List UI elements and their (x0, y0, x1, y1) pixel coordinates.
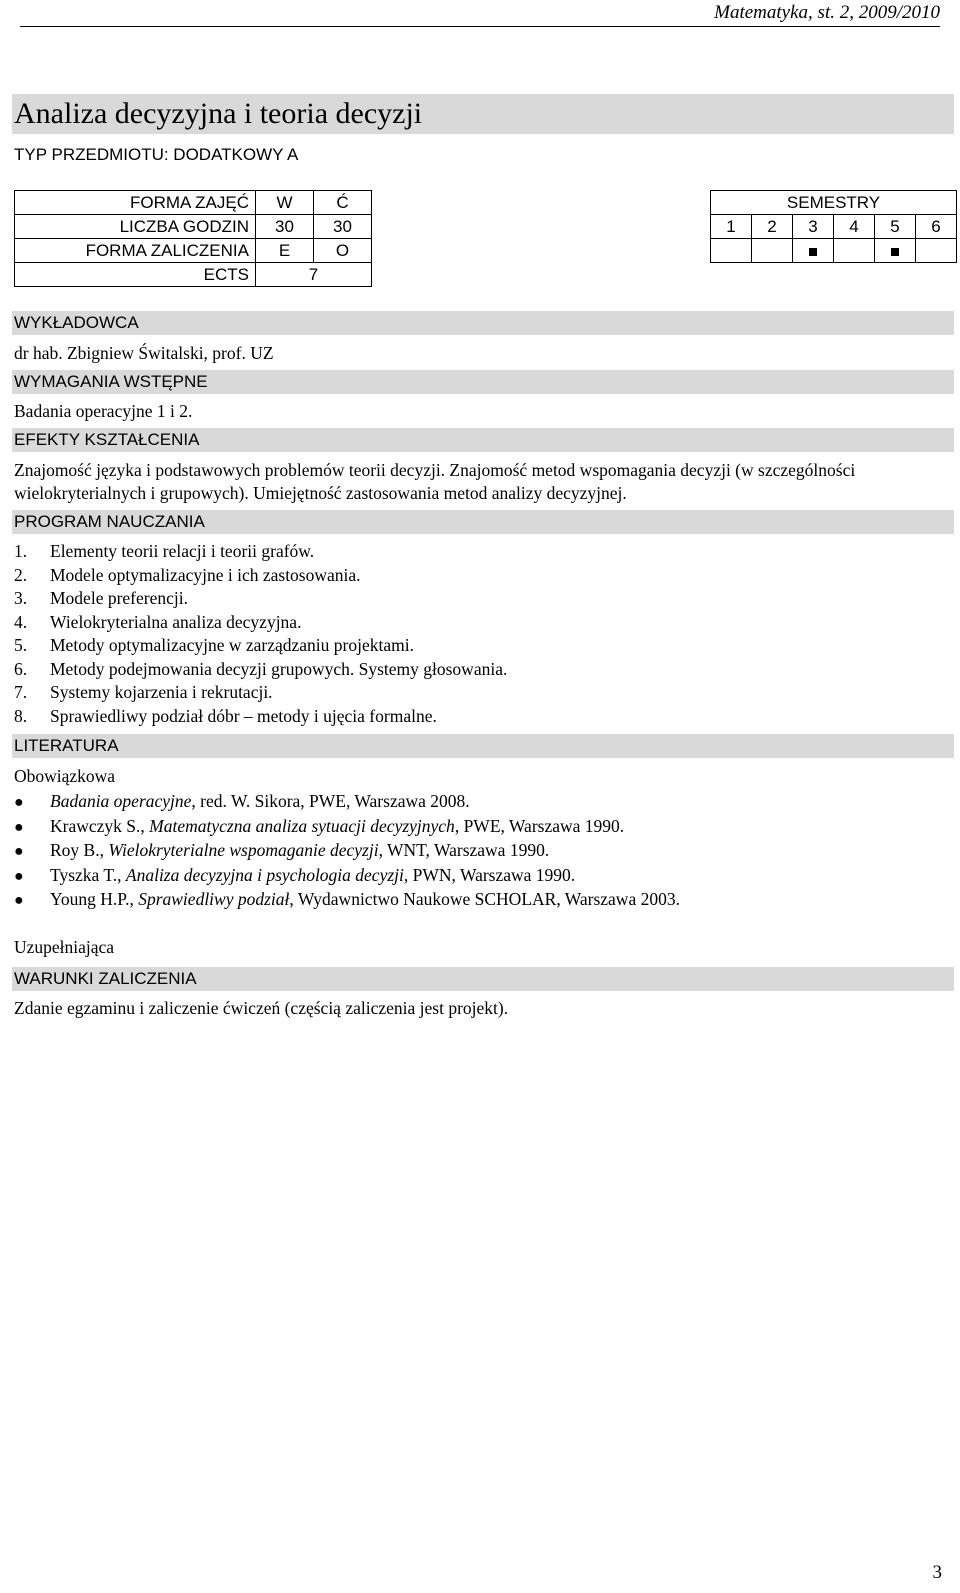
bullet-icon: ● (14, 818, 24, 836)
semester-marker-cell (793, 239, 834, 263)
item-number: 1. (14, 541, 28, 561)
outcomes-text: Znajomość języka i podstawowych problemów teorii decyzji. Znajomość metod wspomagania decyzji (w szczególności wielokryterialnych i grupowych). Umiejętność zastosowania metod analizy decyzyjnej. (14, 460, 856, 503)
item-number: 7. (14, 682, 28, 702)
program-item (14, 634, 507, 658)
semester-marker-cell (834, 239, 875, 263)
item-number: 4. (14, 611, 28, 632)
lit-title: Sprawiedliwy podział (138, 889, 290, 909)
semester-marker-cell (711, 239, 752, 263)
literature-item (14, 838, 680, 863)
item-text: Modele optymalizacyjne i ich zastosowania. (50, 564, 361, 585)
lit-author: Young H.P., (50, 889, 139, 909)
assessment-c-cell: O (314, 239, 372, 263)
bullet-icon: ● (14, 794, 24, 811)
hours-w-cell: 30 (256, 215, 314, 239)
item-text: Sprawiedliwy podział dóbr – metody i ujęcia formalne. (50, 705, 437, 726)
program-item (14, 564, 507, 588)
mandatory-label: Obowiązkowa (14, 766, 116, 786)
semester-number: 1 (711, 215, 752, 239)
ects-row (15, 263, 372, 287)
program-item (14, 705, 507, 729)
conditions-heading: WARUNKI ZALICZENIA (12, 967, 954, 991)
lit-author: Roy B., (50, 840, 109, 860)
program-item (14, 681, 507, 705)
supplementary-label: Uzupełniająca (14, 937, 115, 957)
semester-number: 2 (752, 215, 793, 239)
course-title: Analiza decyzyjna i teoria decyzji (14, 97, 423, 130)
outcomes-heading: EFEKTY KSZTAŁCENIA (12, 428, 954, 452)
program-list (14, 540, 507, 728)
semester-marker-cell (875, 239, 916, 263)
item-number: 5. (14, 635, 28, 655)
hours-c-cell: 30 (314, 215, 372, 239)
lit-rest: , Wydawnictwo Naukowe SCHOLAR, Warszawa 2003. (289, 889, 680, 909)
assessment-row (15, 239, 372, 263)
assessment-label: FORMA ZALICZENIA (15, 239, 256, 263)
item-text: Systemy kojarzenia i rekrutacji. (50, 682, 273, 702)
conditions-text: Zdanie egzaminu i zaliczenie ćwiczeń (częścią zaliczenia jest projekt). (14, 998, 509, 1018)
semester-marker-icon (891, 248, 899, 256)
semester-number: 4 (834, 215, 875, 239)
semester-number: 3 (793, 215, 834, 239)
lecturer-heading: WYKŁADOWCA (12, 311, 954, 335)
lit-rest: , WNT, Warszawa 1990. (378, 840, 550, 860)
semester-number: 5 (875, 215, 916, 239)
item-number: 8. (14, 705, 28, 726)
forms-c-cell: Ć (314, 191, 372, 215)
item-number: 3. (14, 588, 28, 608)
running-header: Matematyka, st. 2, 2009/2010 (20, 0, 940, 27)
hours-row (15, 215, 372, 239)
lit-author: Tyszka T., (50, 864, 126, 885)
semesters-table (710, 190, 957, 263)
semester-number: 6 (916, 215, 957, 239)
lit-title: Matematyczna analiza sytuacji decyzyjnych (149, 815, 455, 836)
lit-rest: , PWE, Warszawa 1990. (454, 815, 625, 836)
item-text: Elementy teorii relacji i teorii grafów. (50, 541, 315, 561)
semesters-number-row (711, 215, 957, 239)
forms-row (15, 191, 372, 215)
page-number: 3 (932, 1562, 942, 1583)
lit-title: Badania operacyjne (50, 791, 192, 811)
literature-heading: LITERATURA (12, 734, 954, 758)
program-heading: PROGRAM NAUCZANIA (12, 510, 954, 534)
forms-label: FORMA ZAJĘĆ (15, 191, 256, 215)
item-number: 6. (14, 658, 28, 679)
course-type: TYP PRZEDMIOTU: DODATKOWY A (14, 145, 299, 164)
semester-marker-cell (916, 239, 957, 263)
literature-item (14, 887, 680, 912)
literature-item (14, 814, 680, 839)
semester-marker-icon (809, 248, 817, 256)
program-item (14, 658, 507, 682)
course-forms-table (14, 190, 372, 287)
program-item (14, 587, 507, 611)
prerequisites-text: Badania operacyjne 1 i 2. (14, 401, 193, 421)
hours-label: LICZBA GODZIN (15, 215, 256, 239)
forms-w-cell: W (256, 191, 314, 215)
literature-item (14, 863, 680, 888)
item-text: Modele preferencji. (50, 588, 188, 608)
prerequisites-heading: WYMAGANIA WSTĘPNE (12, 370, 954, 394)
literature-item (14, 789, 680, 814)
semesters-header: SEMESTRY (711, 191, 957, 215)
literature-list (14, 789, 680, 912)
lit-title: Analiza decyzyjna i psychologia decyzji (125, 864, 404, 885)
lit-author: Krawczyk S., (50, 815, 150, 836)
program-item (14, 611, 507, 635)
semesters-header-row (711, 191, 957, 215)
bullet-icon: ● (14, 892, 24, 909)
item-number: 2. (14, 564, 28, 585)
item-text: Metody optymalizacyjne w zarządzaniu projektami. (50, 635, 414, 655)
lit-rest: , red. W. Sikora, PWE, Warszawa 2008. (191, 791, 470, 811)
lit-rest: , PWN, Warszawa 1990. (403, 864, 576, 885)
bullet-icon: ● (14, 843, 24, 860)
item-text: Metody podejmowania decyzji grupowych. Systemy głosowania. (50, 658, 508, 679)
semesters-marker-row (711, 239, 957, 263)
assessment-w-cell: E (256, 239, 314, 263)
semester-marker-cell (752, 239, 793, 263)
ects-value: 7 (256, 263, 372, 287)
bullet-icon: ● (14, 867, 24, 885)
lit-title: Wielokryterialne wspomaganie decyzji (108, 840, 379, 860)
lecturer-name: dr hab. Zbigniew Świtalski, prof. UZ (14, 343, 274, 363)
ects-label: ECTS (15, 263, 256, 287)
program-item (14, 540, 507, 564)
item-text: Wielokryterialna analiza decyzyjna. (50, 611, 302, 632)
